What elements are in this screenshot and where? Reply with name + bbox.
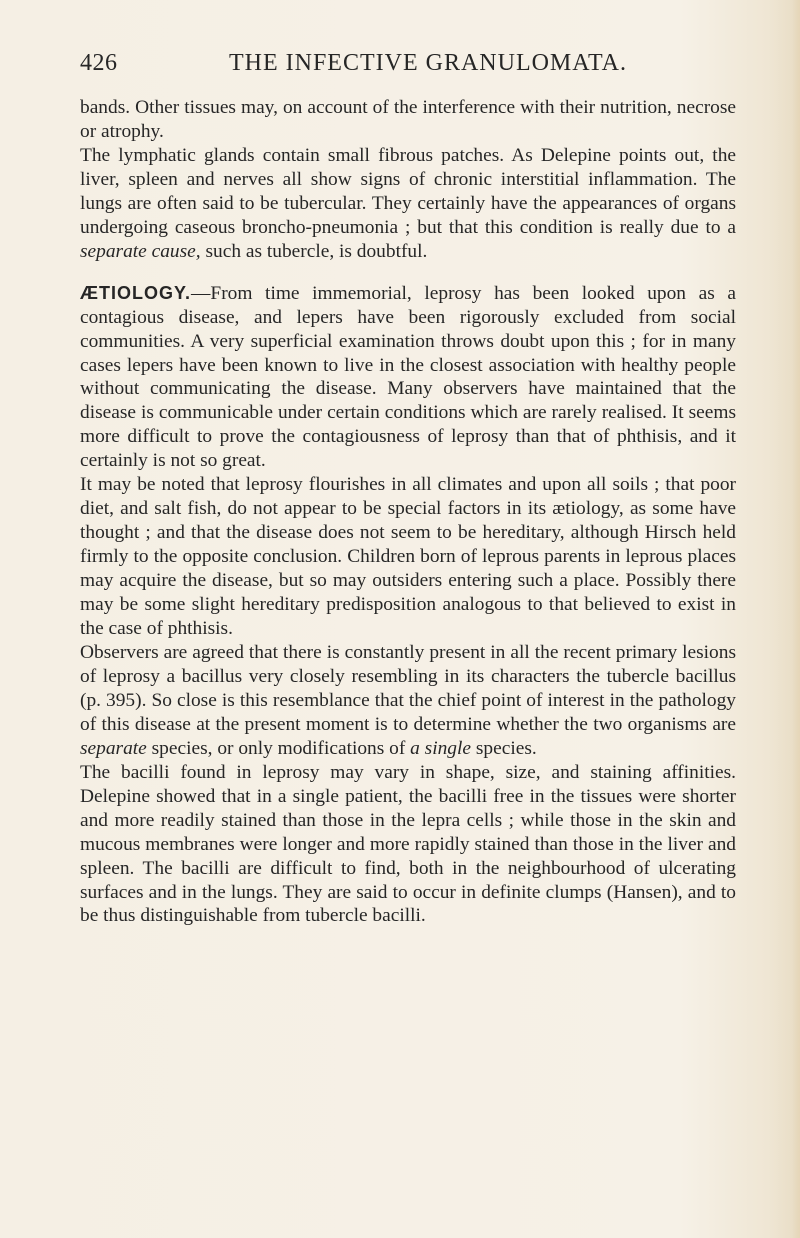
section-heading: ÆTIOLOGY. [80, 282, 192, 303]
page-number: 426 [80, 50, 118, 76]
paragraph-bacilli-shape: The bacilli found in leprosy may vary in shape, size, and staining affinities. Delepine showed that in a single patient, the bacilli free in the tissues were shorter and more readily stained than those in the lepra cells ; while those in the skin and mucous membranes were longer and more rapidly stained than those in the liver and spleen. The bacilli are difficult to find, both in the neighbourhood of ulcerating surfaces and in the lungs. They are said to occur in definite clumps (Hansen), and to be thus distinguishable from tubercle bacilli. [80, 761, 736, 927]
body-text [80, 96, 736, 928]
paragraph-continuation: bands. Other tissues may, on account of the interference with their nutrition, necrose or atrophy. [80, 97, 736, 142]
page-header [80, 50, 736, 86]
emphasis-text: separate [80, 737, 147, 759]
emphasis-text: a single [410, 737, 472, 759]
paragraph-aetiology [80, 282, 736, 474]
paragraph-lymphatic-glands [80, 144, 736, 264]
paragraph-hereditary: It may be noted that leprosy flourishes in all climates and upon all soils ; that poor diet, and salt fish, do not appear to be special factors in its ætiology, as some have thought ; and that the disease does not seem to be hereditary, although Hirsch held firmly to the opposite conclusion. Children born of leprous parents in leprous places may acquire the disease, but so may outsiders entering such a place. Possibly there may be some slight hereditary predisposition analogous to that believed to exist in the case of phthisis. [80, 474, 736, 640]
paragraph-text: species. [475, 737, 537, 759]
running-title: THE INFECTIVE GRANULOMATA. [228, 50, 628, 76]
paragraph-text: species, or only modifications of [151, 737, 406, 759]
paragraph-text: such as tubercle, is doubtful. [205, 240, 428, 262]
emphasis-text: separate cause, [80, 240, 201, 262]
paragraph-text: —From time immemorial, leprosy has been looked upon as a contagious disease, and lepers have been rigorously excluded from social communities. A very superficial examination throws doubt upon this ; for in many cases lepers have been known to live in the closest association with healthy people without communicating the disease. Many observers have maintained that the disease is communicable under certain conditions which are rarely realised. It seems more difficult to prove the contagiousness of leprosy than that of phthisis, and it certainly is not so great. [80, 282, 736, 472]
section-gap [80, 264, 736, 282]
paragraph-text: Observers are agreed that there is constantly present in all the recent primary lesions of leprosy a bacillus very closely resembling in its characters the tubercle bacillus (p. 395). So close is this resemblance that the chief point of interest in the pathology of this disease at the present moment is to determine whether the two organisms are [80, 641, 736, 735]
paragraph-text: The lymphatic glands contain small fibrous patches. As Delepine points out, the liver, spleen and nerves all show signs of chronic interstitial inflammation. The lungs are often said to be tubercular. They certainly have the appearances of organs undergoing caseous broncho-pneumonia ; but that this condition is really due to a [80, 144, 736, 238]
paragraph-bacillus [80, 641, 736, 761]
page-edge-shadow [792, 0, 800, 1238]
